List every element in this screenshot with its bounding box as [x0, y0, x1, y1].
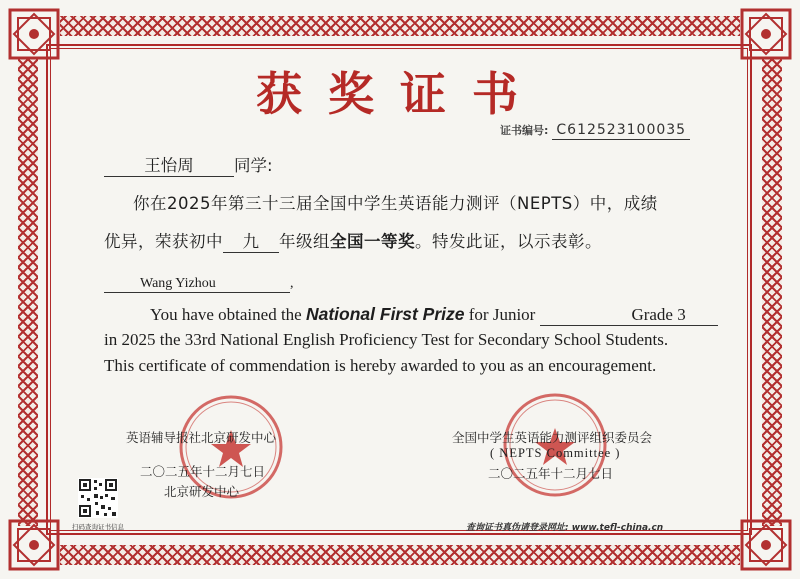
chinese-award: 全国一等奖	[330, 232, 415, 251]
right-issuer-organization: 全国中学生英语能力测评组织委员会	[452, 430, 653, 445]
right-issuer-committee: ( NEPTS Committee )	[490, 446, 621, 460]
verification-url: 查询证书真伪请登录网址: www.tefl-china.cn	[466, 523, 664, 533]
qr-code-label: 扫码查询证书信息	[72, 523, 124, 531]
corner-ornament-top-right	[738, 6, 794, 62]
left-issuer-organization: 英语辅导报社北京研发中心	[126, 430, 277, 445]
chinese-line2-prefix: 优异，荣获初中	[104, 232, 223, 251]
border-top	[60, 16, 740, 36]
chinese-name-line	[104, 152, 273, 177]
corner-ornament-bottom-left	[6, 517, 62, 573]
border-bottom	[60, 545, 740, 565]
chinese-line2-suffix: 。特发此证，以示表彰。	[415, 232, 602, 251]
certificate-title: 获奖证书	[256, 67, 544, 121]
left-issuer-subunit: 北京研发中心	[164, 484, 240, 499]
corner-ornament-top-left	[6, 6, 62, 62]
border-right	[762, 58, 782, 526]
left-issuer-date: 二〇二五年十二月七日	[140, 464, 266, 479]
certificate-number-label: 证书编号:	[500, 124, 549, 137]
corner-ornament-bottom-right	[738, 517, 794, 573]
english-name-suffix: ,	[290, 276, 294, 291]
certificate-number	[500, 122, 690, 138]
chinese-body-line-1: 你在2025年第三十三届全国中学生英语能力测评（NEPTS）中，成绩	[133, 194, 658, 213]
border-left	[18, 58, 38, 526]
chinese-student-name: 王怡周	[104, 152, 234, 177]
certificate-number-value: C612523100035	[552, 122, 690, 140]
english-body-line-1	[150, 304, 718, 326]
english-grade: Grade 3	[540, 305, 718, 326]
english-body-line-2: in 2025 the 33rd National English Proficiency Test for Secondary School Students.	[104, 330, 669, 349]
chinese-line2-mid: 年级组	[279, 232, 330, 251]
chinese-body-line-2	[104, 228, 602, 253]
english-prize: National First Prize	[305, 304, 465, 324]
chinese-salutation: 同学:	[234, 156, 273, 175]
english-line1-mid: for Junior	[468, 305, 536, 324]
english-body-line-3: This certificate of commendation is hereby awarded to you as an encouragement.	[104, 356, 657, 375]
english-line1-prefix: You have obtained the	[150, 305, 302, 324]
english-student-name: Wang Yizhou	[104, 276, 290, 293]
qr-code[interactable]	[78, 478, 118, 518]
chinese-grade: 九	[223, 228, 279, 253]
right-issuer-date: 二〇二五年十二月七日	[488, 466, 614, 481]
english-name-line	[104, 276, 294, 293]
